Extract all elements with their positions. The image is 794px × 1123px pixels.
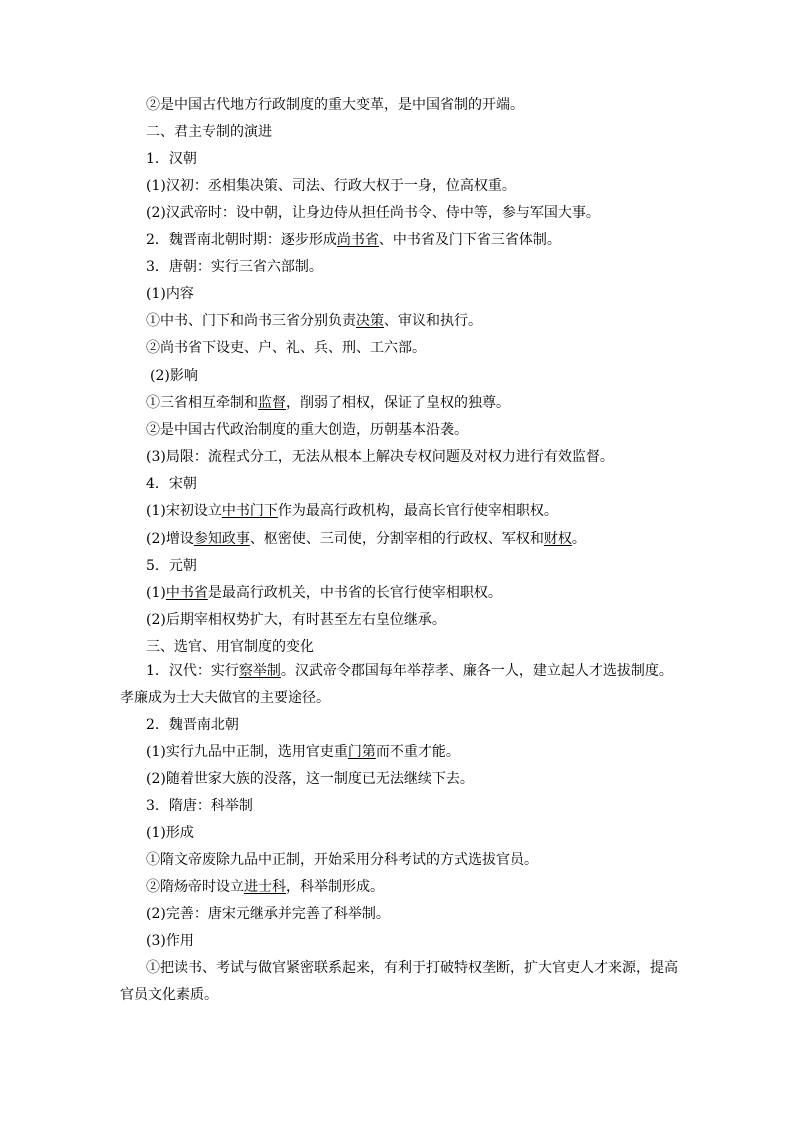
- text-segment: 而不重才能。: [375, 744, 460, 760]
- text-line: [146, 611, 446, 629]
- text-line: [146, 959, 678, 977]
- text-line: [146, 662, 673, 680]
- subsection-heading: [146, 231, 561, 249]
- text-segment: 、审议和执行。: [384, 313, 482, 329]
- text-segment: (1)汉初：丞相集决策、司法、行政大权于一身，位高权重。: [146, 178, 516, 194]
- text-line: [146, 502, 558, 520]
- text-segment: (1)形成: [146, 825, 194, 841]
- text-segment: ，科举制形成。: [286, 879, 384, 895]
- text-segment: 。: [571, 531, 586, 547]
- text-line: [146, 96, 524, 114]
- text-segment: ②隋炀帝时设立: [146, 879, 244, 895]
- underlined-term: 中书门下: [221, 503, 278, 519]
- text-line: [150, 367, 198, 385]
- underlined-term: 察举制: [238, 663, 281, 679]
- text-segment: (2)影响: [150, 368, 198, 384]
- text-segment: (1): [146, 585, 166, 601]
- text-segment: 。汉武帝令郡国每年举荐孝、廉各一人，建立起人才选拔制度。: [280, 663, 673, 679]
- text-line: [146, 421, 468, 439]
- underlined-term: 财权: [543, 531, 572, 547]
- text-segment: ②是中国古代政治制度的重大创造，历朝基本沿袭。: [146, 422, 468, 438]
- subsection-heading: [146, 716, 239, 734]
- text-segment: ②是中国古代地方行政制度的重大变革，是中国省制的开端。: [146, 97, 524, 113]
- text-segment: (2)汉武帝时：设中朝，让身边侍从担任尚书令、侍中等，参与军国大事。: [146, 205, 600, 221]
- text-segment: ①把读书、考试与做官紧密联系起来，有利于打破特权垄断，扩大官吏人才来源，提高: [146, 960, 678, 976]
- text-line: [146, 448, 614, 466]
- underlined-term: 决策: [356, 313, 384, 329]
- text-line: [146, 394, 510, 412]
- section-heading: [146, 638, 314, 656]
- text-segment: ①三省相互牵制和: [146, 395, 258, 411]
- text-line: [146, 770, 474, 788]
- text-segment: 、中书省及门下省三省体制。: [378, 232, 561, 248]
- text-segment: (2)后期宰相权势扩大，有时甚至左右皇位继承。: [146, 612, 446, 628]
- text-line: [146, 584, 502, 602]
- underlined-term: 尚书省: [336, 232, 379, 248]
- text-line: [146, 905, 390, 923]
- text-line: [146, 743, 460, 761]
- text-segment: 2．魏晋南北朝: [146, 717, 239, 733]
- text-segment: ①中书、门下和尚书三省分别负责: [146, 313, 356, 329]
- text-segment: 1．汉朝: [146, 151, 197, 167]
- text-segment: ，削弱了相权，保证了皇权的独尊。: [286, 395, 510, 411]
- subsection-heading: [146, 797, 253, 815]
- text-line: [146, 851, 538, 869]
- underlined-term: 监督: [258, 395, 286, 411]
- text-line: [146, 177, 516, 195]
- text-segment: (3)局限：流程式分工，无法从根本上解决专权问题及对权力进行有效监督。: [146, 449, 614, 465]
- text-segment: 孝廉成为士大夫做官的主要途径。: [120, 690, 330, 706]
- text-segment: (2)随着世家大族的没落，这一制度已无法继续下去。: [146, 771, 474, 787]
- text-line: [146, 285, 194, 303]
- text-line: [146, 932, 194, 950]
- text-segment: 作为最高行政机构，最高长官行使宰相职权。: [277, 503, 558, 519]
- subsection-heading: [146, 150, 197, 168]
- text-line: [146, 530, 586, 548]
- text-segment: 2．魏晋南北朝时期：逐步形成: [146, 232, 337, 248]
- text-line: [120, 689, 330, 707]
- text-segment: (1)宋初设立: [146, 503, 222, 519]
- text-line: [146, 824, 194, 842]
- text-segment: 4．宋朝: [146, 476, 197, 492]
- underlined-term: 进士科: [244, 879, 286, 895]
- subsection-heading: [146, 258, 323, 276]
- text-segment: 5．元朝: [146, 558, 197, 574]
- text-segment: 、枢密使、三司使，分割宰相的行政权、军权和: [249, 531, 544, 547]
- underlined-term: 中书省: [165, 585, 208, 601]
- underlined-term: 参知政事: [193, 531, 250, 547]
- text-line: [146, 204, 600, 222]
- underlined-term: 门第: [347, 744, 376, 760]
- subsection-heading: [146, 475, 197, 493]
- section-heading: [146, 123, 272, 141]
- text-segment: 3．隋唐：科举制: [146, 798, 253, 814]
- text-segment: 1．汉代：实行: [146, 663, 239, 679]
- text-segment: (1)实行九品中正制，选用官吏重: [146, 744, 348, 760]
- text-line: [146, 312, 482, 330]
- text-segment: 二、君主专制的演进: [146, 124, 272, 140]
- text-segment: (2)完善：唐宋元继承并完善了科举制。: [146, 906, 390, 922]
- text-segment: ①隋文帝废除九品中正制，开始采用分科考试的方式选拔官员。: [146, 852, 538, 868]
- text-segment: 3．唐朝：实行三省六部制。: [146, 259, 323, 275]
- text-segment: (2)增设: [146, 531, 194, 547]
- text-segment: ②尚书省下设吏、户、礼、兵、刑、工六部。: [146, 340, 426, 356]
- text-segment: (3)作用: [146, 933, 194, 949]
- text-line: [146, 878, 384, 896]
- text-segment: 三、选官、用官制度的变化: [146, 639, 314, 655]
- text-segment: 是最高行政机关，中书省的长官行使宰相职权。: [207, 585, 502, 601]
- text-line: [120, 986, 218, 1004]
- text-segment: 官员文化素质。: [120, 987, 218, 1003]
- subsection-heading: [146, 557, 197, 575]
- text-line: [146, 339, 426, 357]
- text-segment: (1)内容: [146, 286, 194, 302]
